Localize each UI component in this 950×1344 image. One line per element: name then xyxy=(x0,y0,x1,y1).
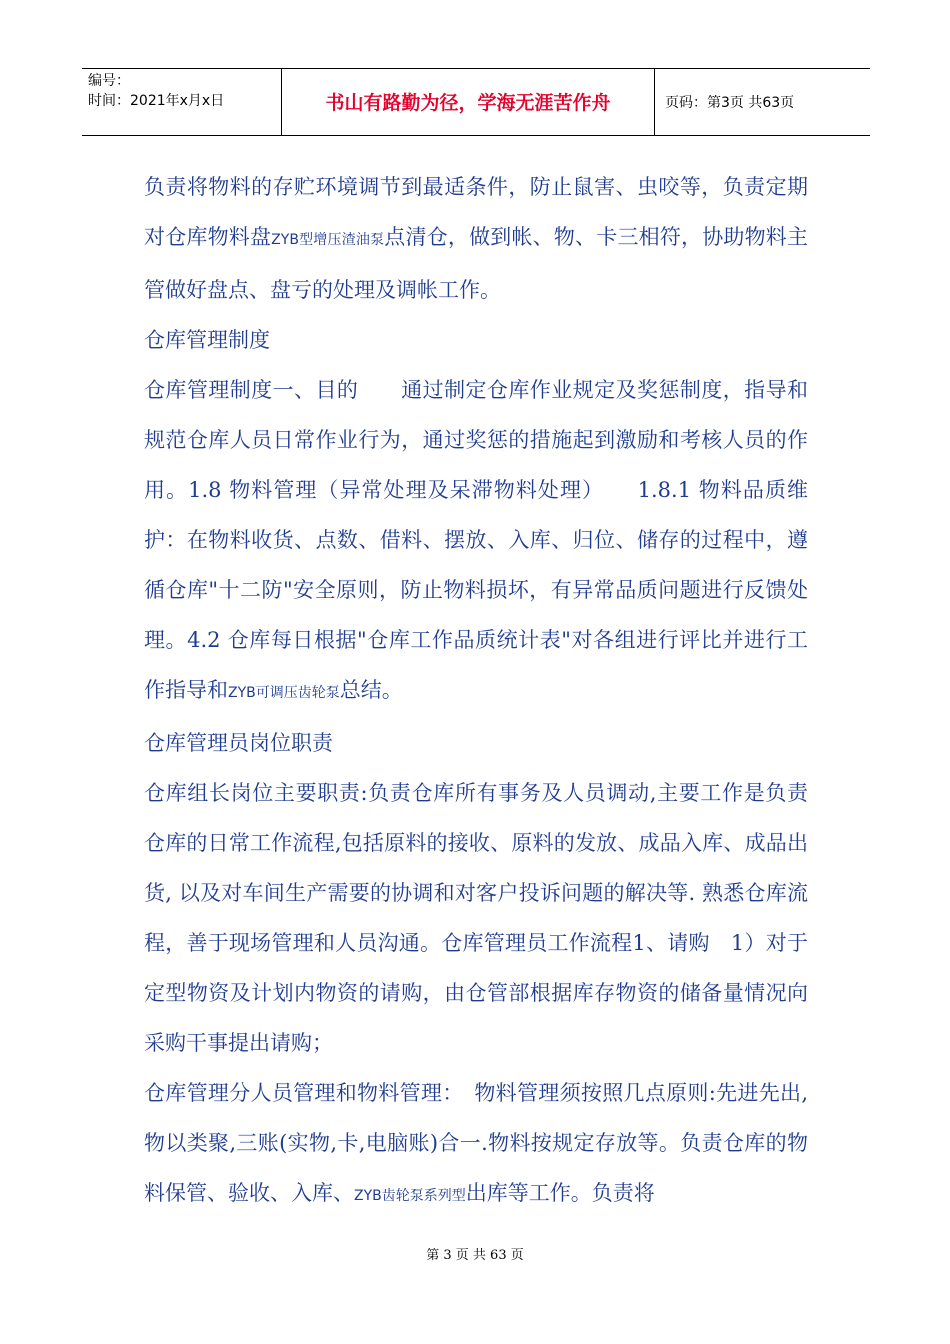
paragraph xyxy=(144,768,808,1068)
paragraph-text: 出库等工作。负责将 xyxy=(465,1181,655,1205)
header-motto: 书山有路勤为径，学海无涯苦作舟 xyxy=(282,69,655,135)
page-footer: 第 3 页 共 63 页 xyxy=(426,1248,524,1263)
paragraph xyxy=(144,1068,808,1221)
paragraph-text: 仓库管理制度 xyxy=(144,328,270,352)
page-header xyxy=(82,68,870,136)
paragraph-text: 负责将物料的存贮环境调节到最适条件，防止鼠害、虫咬等，负责定期对仓库物料盘 xyxy=(144,175,808,249)
time-label: 时间：2021年x月x日 xyxy=(88,93,225,109)
paragraph xyxy=(144,162,808,315)
product-term: ZYB型增压渣油泵 xyxy=(271,232,385,248)
product-term: ZYB可调压齿轮泵 xyxy=(228,685,340,701)
paragraph-text: 仓库管理员岗位职责 xyxy=(144,731,333,755)
header-meta xyxy=(82,69,282,135)
paragraph-text: 点清仓，做到帐、物、卡三相符，协助物料主管做好盘点、盘亏的处理及调帐工作。 xyxy=(144,225,809,302)
document-body xyxy=(144,162,808,1221)
number-label: 编号： xyxy=(88,73,130,89)
product-term: ZYB齿轮泵系列型 xyxy=(354,1188,466,1204)
paragraph-text: 仓库管理分人员管理和物料管理： 物料管理须按照几点原则:先进先出,物以类聚,三账(实物,卡,电脑账)合一.物料按规定存放等。负责仓库的物料保管、验收、入库、 xyxy=(144,1081,808,1205)
paragraph-text: 仓库管理制度一、目的 通过制定仓库作业规定及奖惩制度，指导和规范仓库人员日常作业行为，通过奖惩的措施起到激励和考核人员的作用。1.8 物料管理（异常处理及呆滞物料处理） 1.8.1 物料品质维护：在物料收货、点数、借料、摆放、入库、归位、储存的过程中，遵循仓库"十二防"安全原则，防止物料损坏，有异常品质问题进行反馈处理。4.2 仓库每日根据"仓库工作品质统计表"对各组进行评比并进行工作指导和 xyxy=(144,378,808,702)
paragraph xyxy=(144,718,808,768)
paragraph xyxy=(144,315,808,365)
header-page-info: 页码：第3页 共63页 xyxy=(665,95,795,111)
paragraph-text: 仓库组长岗位主要职责:负责仓库所有事务及人员调动,主要工作是负责仓库的日常工作流程,包括原料的接收、原料的发放、成品入库、成品出货, 以及对车间生产需要的协调和对客户投诉问题的解决等. 熟悉仓库流程，善于现场管理和人员沟通。仓库管理员工作流程1、请购 1）对于定型物资及计划内物资的请购，由仓管部根据库存物资的储备量情况向采购干事提出请购； xyxy=(144,781,808,1055)
paragraph xyxy=(144,365,808,718)
paragraph-text: 总结。 xyxy=(339,678,403,702)
